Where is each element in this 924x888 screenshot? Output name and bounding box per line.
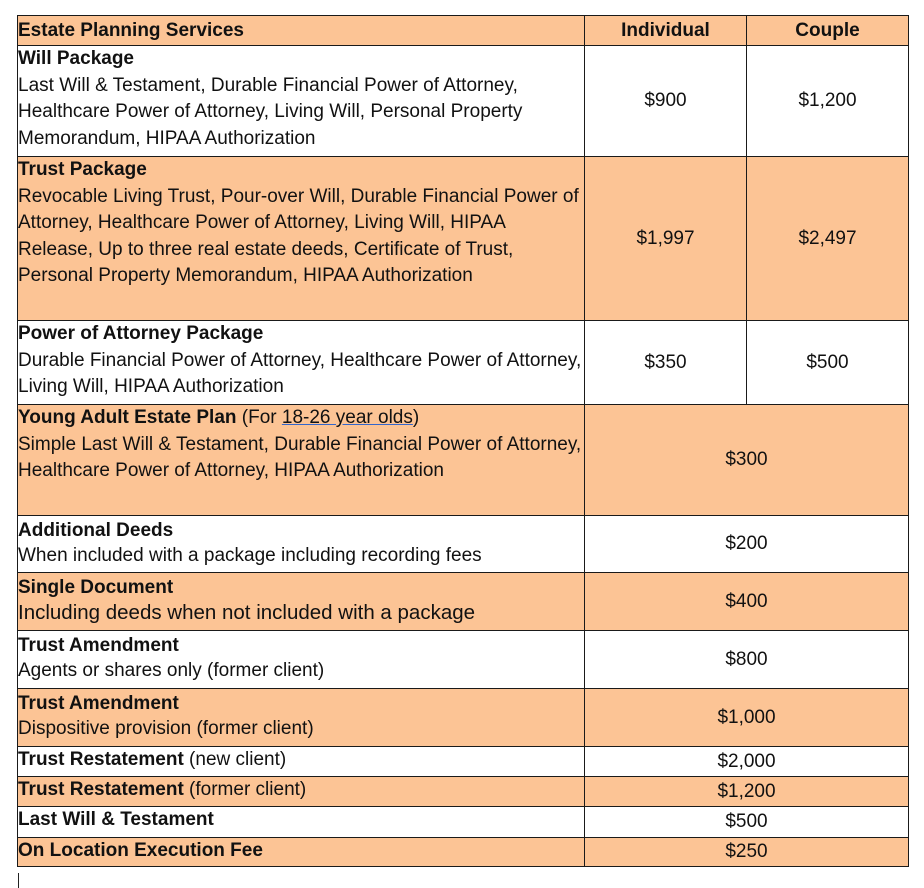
- price-individual: $1,997: [585, 157, 747, 321]
- age-range-link[interactable]: 18-26 year olds: [281, 407, 413, 428]
- table-row-trust-restatement-new: [18, 747, 909, 777]
- table-row-additional-deeds: [18, 516, 909, 573]
- table-row-trust-amendment-dispositive: [18, 689, 909, 747]
- price-couple: $2,497: [747, 157, 909, 321]
- table-row-poa-package: [18, 321, 909, 405]
- estate-planning-pricing-table: [17, 15, 909, 867]
- row-description: [18, 631, 585, 689]
- row-description: [18, 157, 585, 321]
- row-title: Trust Restatement: [18, 749, 184, 770]
- row-title: Last Will & Testament: [18, 809, 214, 830]
- table-row-trust-package: [18, 157, 909, 321]
- row-description: [18, 516, 585, 573]
- row-title: Trust Amendment: [18, 635, 179, 656]
- row-title: Young Adult Estate Plan: [18, 407, 237, 428]
- price-couple: $1,200: [747, 46, 909, 157]
- row-description: [18, 838, 585, 867]
- row-title: On Location Execution Fee: [18, 840, 263, 861]
- table-row-single-document: [18, 573, 909, 631]
- price-individual: $900: [585, 46, 747, 157]
- row-description: [18, 46, 585, 157]
- price-flat: $2,000: [585, 747, 909, 777]
- price-flat: $300: [585, 405, 909, 516]
- row-description: [18, 689, 585, 747]
- table-row-trust-restatement-former: [18, 777, 909, 807]
- text-cursor: [18, 873, 19, 888]
- row-note-open: (For: [236, 407, 282, 428]
- row-description: [18, 807, 585, 838]
- row-detail: Durable Financial Power of Attorney, Healthcare Power of Attorney, Living Will, HIPAA Authorization: [18, 349, 582, 397]
- price-flat: $400: [585, 573, 909, 631]
- table-header-row: [18, 16, 909, 46]
- header-services: Estate Planning Services: [18, 16, 585, 46]
- row-note-close: ): [412, 407, 420, 428]
- row-detail: Including deeds when not included with a package: [18, 601, 476, 624]
- table-row-young-adult-plan: [18, 405, 909, 516]
- row-description: [18, 321, 585, 405]
- row-description: [18, 747, 585, 777]
- price-flat: $800: [585, 631, 909, 689]
- price-couple: $500: [747, 321, 909, 405]
- row-title: Additional Deeds: [18, 520, 174, 541]
- table-row-on-location-fee: [18, 838, 909, 867]
- row-title: Trust Package: [18, 159, 147, 180]
- price-flat: $500: [585, 807, 909, 838]
- header-couple: Couple: [747, 16, 909, 46]
- row-title-line: [18, 405, 584, 432]
- row-detail: Last Will & Testament, Durable Financial Power of Attorney, Healthcare Power of Attorney, Living Will, Personal Property Memorandum, HIPAA Authorization: [18, 74, 523, 149]
- table-row-will-package: [18, 46, 909, 157]
- row-detail: Dispositive provision (former client): [18, 718, 314, 739]
- row-title: Trust Restatement: [18, 779, 184, 800]
- row-description: [18, 777, 585, 807]
- header-individual: Individual: [585, 16, 747, 46]
- price-individual: $350: [585, 321, 747, 405]
- row-detail: Simple Last Will & Testament, Durable Financial Power of Attorney, Healthcare Power of Attorney, HIPAA Authorization: [18, 433, 582, 481]
- price-flat: $1,200: [585, 777, 909, 807]
- row-detail: When included with a package including recording fees: [18, 545, 482, 566]
- row-description: [18, 405, 585, 516]
- table-row-trust-amendment-agents: [18, 631, 909, 689]
- row-title: Power of Attorney Package: [18, 323, 264, 344]
- table-row-last-will: [18, 807, 909, 838]
- row-title: Single Document: [18, 577, 174, 598]
- row-title: Will Package: [18, 48, 134, 69]
- price-flat: $1,000: [585, 689, 909, 747]
- row-note: (new client): [183, 749, 287, 770]
- price-flat: $250: [585, 838, 909, 867]
- row-detail: Agents or shares only (former client): [18, 660, 325, 681]
- price-flat: $200: [585, 516, 909, 573]
- row-title: Trust Amendment: [18, 693, 179, 714]
- row-description: [18, 573, 585, 631]
- row-detail: Revocable Living Trust, Pour-over Will, Durable Financial Power of Attorney, Healthcare Power of Attorney, Living Will, HIPAA Release, Up to three real estate deeds, Certificate of Trust, Personal Property Memorandum, HIPAA Authorization: [18, 185, 579, 286]
- row-note: (former client): [183, 779, 307, 800]
